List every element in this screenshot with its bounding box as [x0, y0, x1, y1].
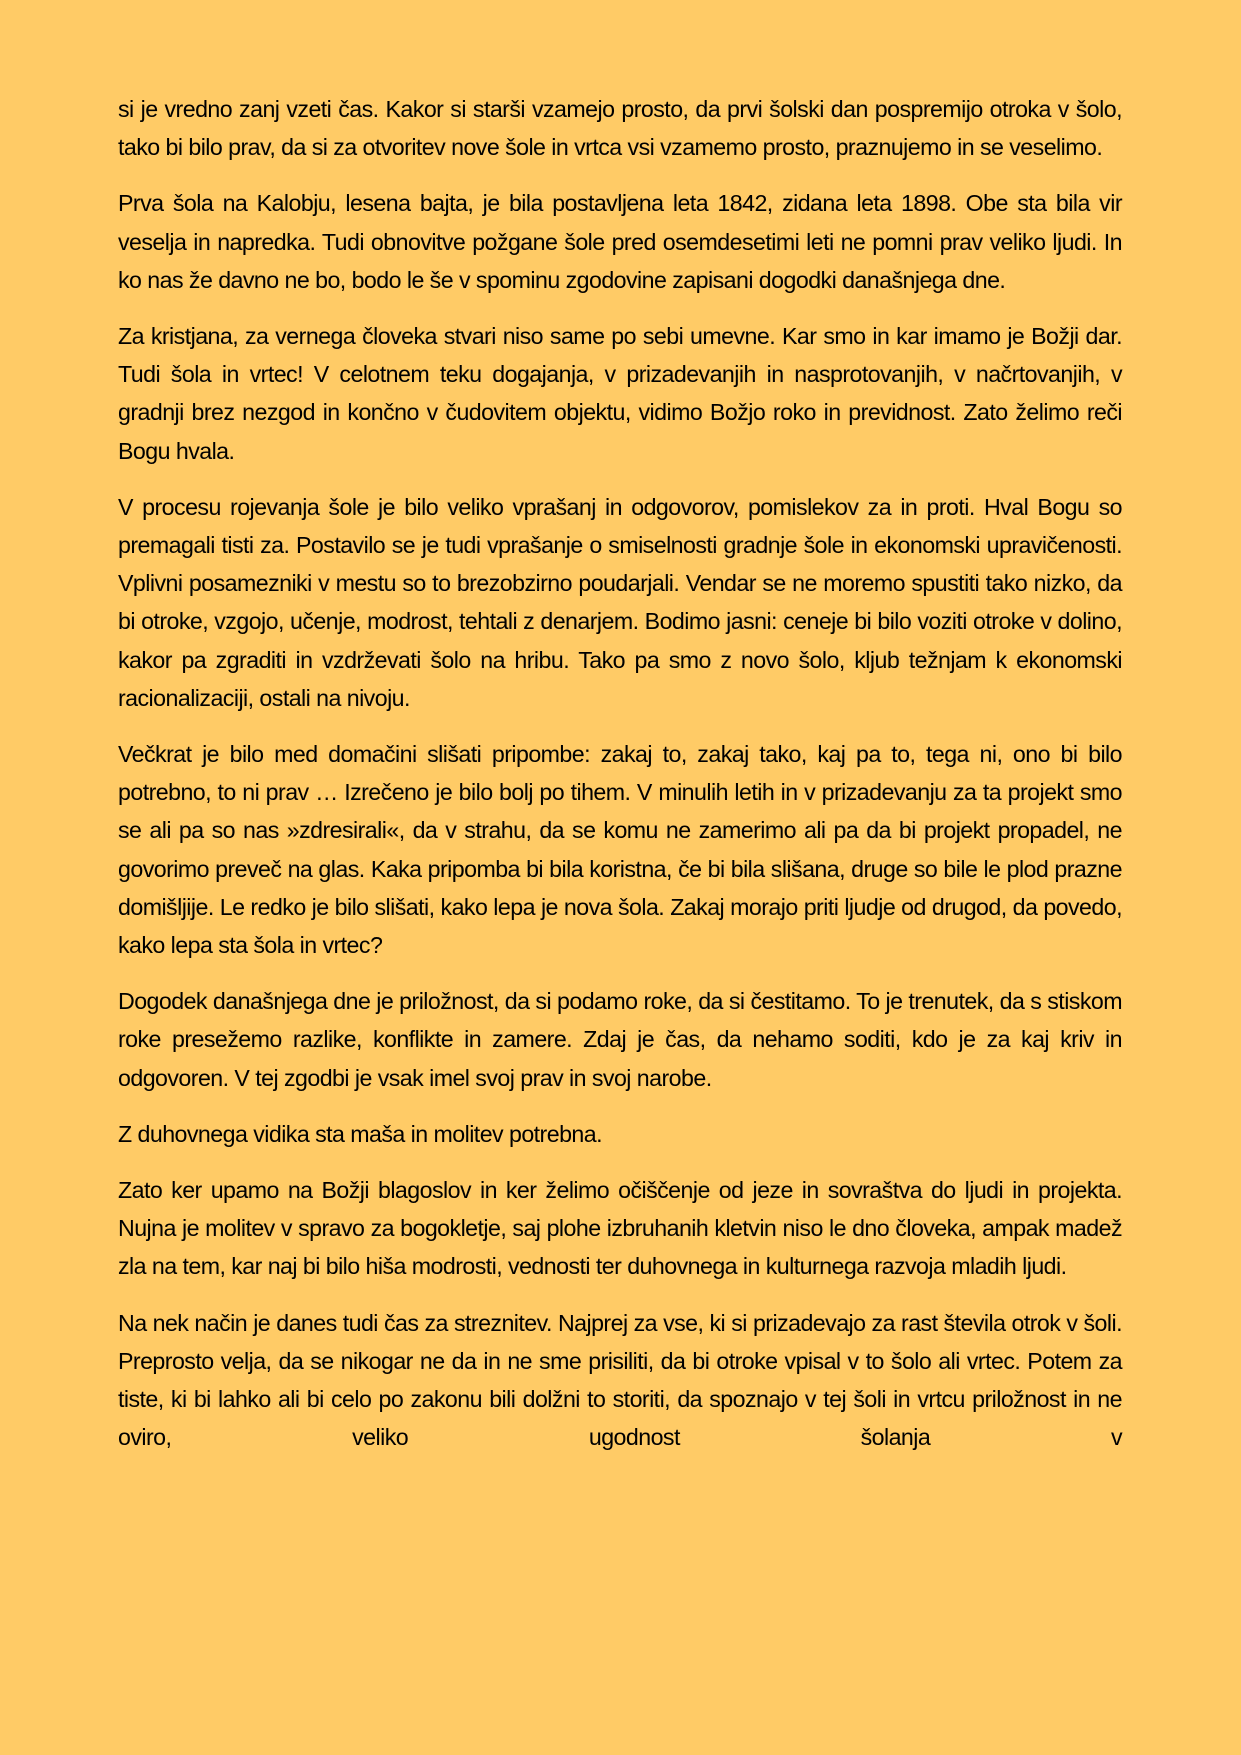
paragraph-prayer: Zato ker upamo na Božji blagoslov in ker želimo očiščenje od jeze in sovraštva do ljudi in projekta. Nujna je molitev v spravo za bogokletje, saj plohe izbruhanih kletvin niso le dno človeka, ampak madež zla na tem, kar naj bi bilo hiša modrosti, vednosti ter duhovnega in kulturnega razvoja mladih ljudi.	[118, 1177, 1122, 1280]
paragraph-process: V procesu rojevanja šole je bilo veliko vprašanj in odgovorov, pomislekov za in proti. Hval Bogu so premagali tisti za. Postavilo se je tudi vprašanje o smiselnosti gradnje šole in ekonomski upravičenosti. Vplivni posamezniki v mestu so to brezobzirno poudarjali. Vendar se ne moremo spustiti tako nizko, da bi otroke, vzgojo, učenje, modrost, tehtali z denarjem. Bodimo jasni: ceneje bi bilo voziti otroke v dolino, kakor pa zgraditi in vzdrževati šolo na hribu. Tako pa smo z novo šolo, kljub težnjam k ekonomski racionalizaciji, ostali na nivoju.	[118, 493, 1122, 711]
paragraph-sobering: Na nek način je danes tudi čas za streznitev. Najprej za vse, ki si prizadevajo za rast števila otrok v šoli. Preprosto velja, da se nikogar ne da in ne sme prisiliti, da bi otroke vpisal v to šolo ali vrtec. Potem za tiste, ki bi lahko ali bi celo po zakonu bili dolžni to storiti, da spoznajo v tej šoli in vrtcu priložnost in ne oviro, veliko ugodnost šolanja v	[118, 1309, 1122, 1451]
paragraph-celebration: si je vredno zanj vzeti čas. Kakor si starši vzamejo prosto, da prvi šolski dan pospremijo otroka v šolo, tako bi bilo prav, da si za otvoritev nove šole in vrtca vsi vzamemo prosto, praznujemo in se veselimo.	[118, 96, 1122, 161]
paragraph-reconciliation: Dogodek današnjega dne je priložnost, da si podamo roke, da si čestitamo. To je trenutek, da s stiskom roke presežemo razlike, konflikte in zamere. Zdaj je čas, da nehamo soditi, kdo je za kaj kriv in odgovoren. V tej zgodbi je vsak imel svoj prav in svoj narobe.	[118, 988, 1122, 1091]
paragraph-gods-gift: Za kristjana, za vernega človeka stvari niso same po sebi umevne. Kar smo in kar imamo je Božji dar. Tudi šola in vrtec! V celotnem teku dogajanja, v prizadevanjih in nasprotovanjih, v načrtovanjih, v gradnji brez nezgod in končno v čudovitem objektu, vidimo Božjo roko in previdnost. Zato želimo reči Bogu hvala.	[118, 323, 1122, 464]
paragraph-history: Prva šola na Kalobju, lesena bajta, je bila postavljena leta 1842, zidana leta 1898. Obe sta bila vir veselja in napredka. Tudi obnovitve požgane šole pred osemdesetimi leti ne pomni prav veliko ljudi. In ko nas že davno ne bo, bodo le še v spominu zgodovine zapisani dogodki današnjega dne.	[118, 190, 1122, 293]
paragraph-remarks: Večkrat je bilo med domačini slišati pripombe: zakaj to, zakaj tako, kaj pa to, tega ni, ono bi bilo potrebno, to ni prav … Izrečeno je bilo bolj po tihem. V minulih letih in v prizadevanju za ta projekt smo se ali pa so nas »zdresirali«, da v strahu, da se komu ne zamerimo ali pa da bi projekt propadel, ne govorimo preveč na glas. Kaka pripomba bi bila koristna, če bi bila slišana, druge so bile le plod prazne domišljije. Le redko je bilo slišati, kako lepa je nova šola. Zakaj morajo priti ljudje od drugod, da povedo, kako lepa sta šola in vrtec?	[118, 741, 1122, 959]
paragraph-spiritual-view: Z duhovnega vidika sta maša in molitev potrebna.	[118, 1120, 603, 1147]
document-page	[118, 90, 1122, 1475]
